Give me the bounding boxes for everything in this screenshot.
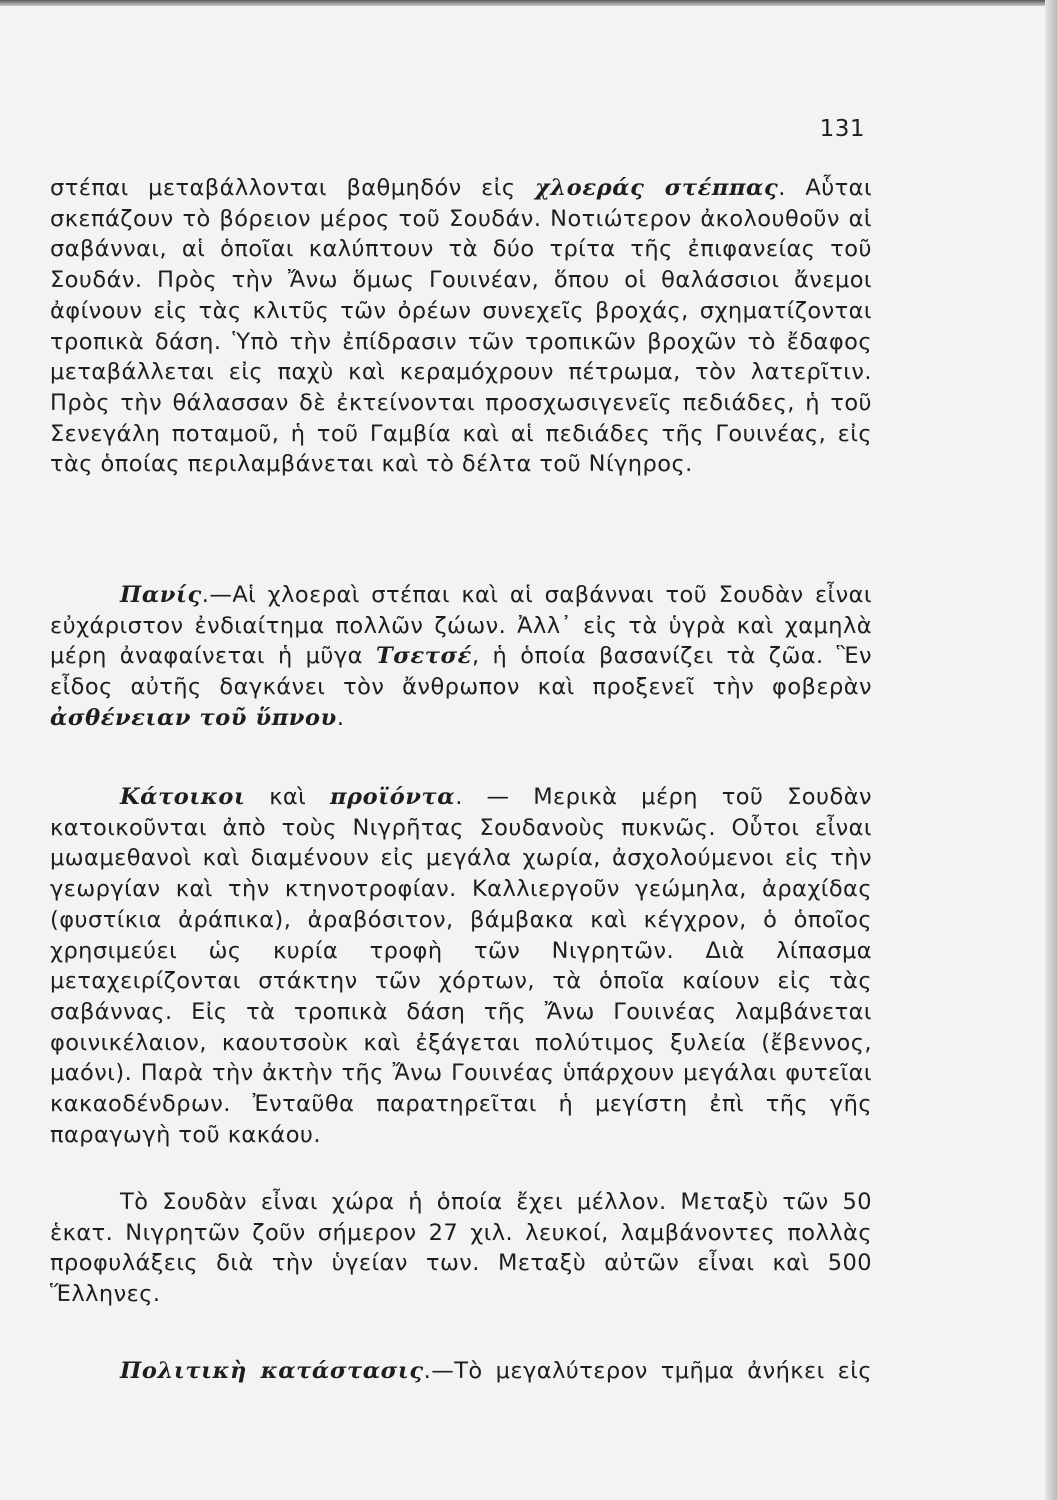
page-binding-edge: [1045, 0, 1057, 1500]
paragraph-text: , ἡ ὁποία βασανίζει τὰ ζῶα. Ἓν εἶδος αὐτῆς δαγκάνει τὸν ἄνθρωπον καὶ προξενεῖ τὴν φοβερὰν: [50, 643, 873, 701]
paragraph-text: .—Αἱ χλοεραὶ στέπαι καὶ αἱ σαβάνναι τοῦ Σουδὰν εἶναι εὐχάριστον ἐνδιαίτημα πολλῶν ζώων. Ἀλλ᾽ εἰς τὰ ὑγρὰ καὶ χαμηλὰ μέρη ἀναφαίνεται ἡ μῦγα: [50, 582, 872, 670]
section-heading-inhabitants: Κάτοικοι: [120, 784, 246, 810]
paragraph-political: [50, 1356, 872, 1390]
paragraph-text: Τὸ Σουδὰν εἶναι χώρα ἡ ὁποία ἔχει μέλλον. Μεταξὺ τῶν 50 ἑκατ. Νιγρητῶν ζοῦν σήμερον 27 χιλ. λευκοί, λαμβάνοντες πολλὰς προφυλάξεις διὰ τὴν ὑγείαν των. Μεταξὺ αὐτῶν εἶναι καὶ 500 Ἕλληνες.: [50, 1189, 872, 1308]
section-heading-products: προϊόντα: [329, 784, 456, 810]
heading-joiner: καὶ: [245, 784, 330, 810]
paragraph-text: .: [336, 704, 345, 731]
emphasis-sleeping-sickness: ἀσθένειαν τοῦ ὕπνου: [50, 704, 337, 731]
paragraph-text: στέπαι μεταβάλλονται βαθμηδόν εἰς: [50, 175, 535, 201]
paragraph-landscape: [50, 173, 872, 543]
paragraph-inhabitants-products: [50, 782, 872, 1187]
page-number: 131: [819, 116, 865, 142]
section-heading-political: Πολιτικὴ κατάστασις: [120, 1358, 424, 1384]
paragraph-future: [50, 1187, 872, 1317]
paragraph-text: . — Μερικὰ μέρη τοῦ Σουδὰν κατοικοῦνται ἀπὸ τοὺς Νιγρῆτας Σουδανοὺς πυκνῶς. Οὗτοι εἶναι μωαμεθανοὶ καὶ διαμένουν εἰς μεγάλα χωρία, ἀσχολούμενοι εἰς τὴν γεωργίαν καὶ τὴν κτηνοτροφίαν. Καλλιεργοῦν γεώμηλα, ἀραχίδας (φυστίκια ἀράπικα), ἀραβόσιτον, βάμβακα καὶ κέγχρον, ὁ ὁποῖος χρησιμεύει ὡς κυρία τροφὴ τῶν Νιγρητῶν. Διὰ λίπασμα μεταχειρίζονται στάκτην τῶν χόρτων, τὰ ὁποῖα καίουν εἰς τὰς σαβάννας. Εἰς τὰ τροπικὰ δάση τῆς Ἄνω Γουινέας λαμβάνεται φοινικέλαιον, καουτσοὺκ καὶ ἐξάγεται πολύτιμος ξυλεία (ἔβεννος, μαόνι). Παρὰ τὴν ἀκτὴν τῆς Ἄνω Γουινέας ὑπάρχουν μεγάλαι φυτεῖαι κακαοδένδρων. Ἐνταῦθα παρατηρεῖται ἡ μεγίστη ἐπὶ τῆς γῆς παραγωγὴ τοῦ κακάου.: [50, 784, 872, 1148]
paragraph-text: .—Τὸ μεγαλύτερον τμῆμα ἀνήκει εἰς: [423, 1358, 872, 1384]
paragraph-fauna: [50, 580, 872, 740]
page-top-edge: [0, 0, 1057, 6]
emphasis-tsetse: Τσετσέ: [375, 643, 472, 670]
paragraph-text: . Αὗται σκεπάζουν τὸ βόρειον μέρος τοῦ Σουδάν. Νοτιώτερον ἀκολουθοῦν αἱ σαβάνναι, αἱ ὁποῖαι καλύπτουν τὰ δύο τρίτα τῆς ἐπιφανείας τοῦ Σουδάν. Πρὸς τὴν Ἄνω ὅμως Γουινέαν, ὅπου οἱ θαλάσσιοι ἄνεμοι ἀφίνουν εἰς τὰς κλιτῦς τῶν ὀρέων συνεχεῖς βροχάς, σχηματίζονται τροπικὰ δάση. Ὑπὸ τὴν ἐπίδρασιν τῶν τροπικῶν βροχῶν τὸ ἔδαφος μεταβάλλεται εἰς παχὺ καὶ κεραμόχρουν πέτρωμα, τὸν λατερῖτιν. Πρὸς τὴν θάλασσαν δὲ ἐκτείνονται προσχωσιγενεῖς πεδιάδες, ἡ τοῦ Σενεγάλη ποταμοῦ, ἡ τοῦ Γαμβία καὶ αἱ πεδιάδες τῆς Γουινέας, εἰς τὰς ὁποίας περιλαμβάνεται καὶ τὸ δέλτα τοῦ Νίγηρος.: [50, 175, 873, 478]
section-heading-fauna: Πανίς: [120, 582, 202, 608]
emphasis-chloeras-steppas: χλοεράς στέππας: [534, 175, 779, 201]
